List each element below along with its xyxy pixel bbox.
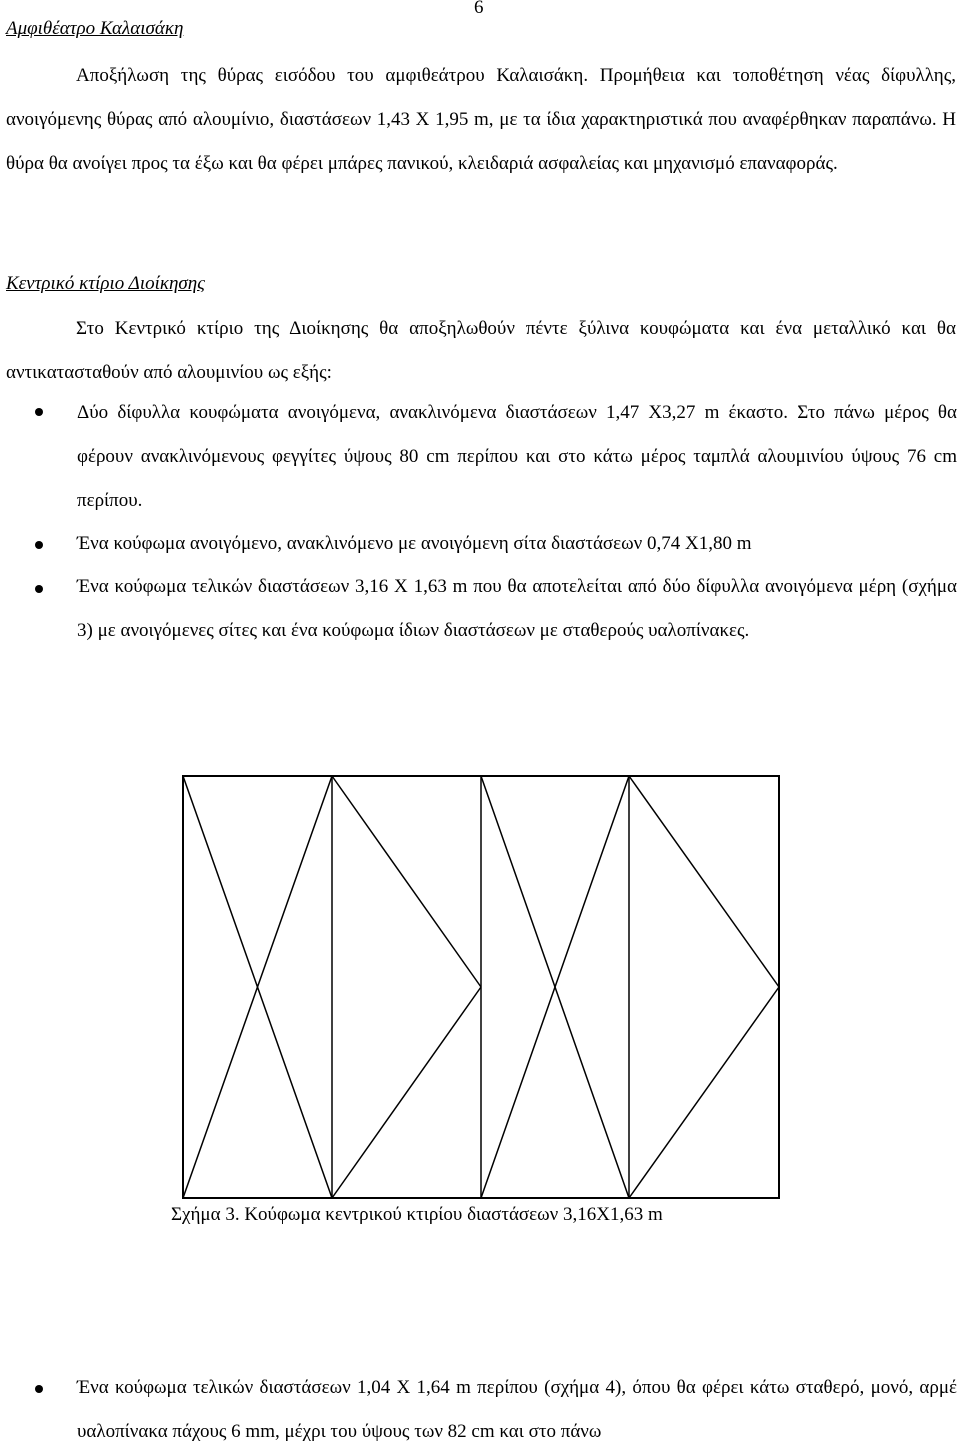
section-heading-admin-building: Κεντρικό κτίριο Διοίκησης (6, 273, 205, 294)
sash-diagonal (332, 987, 481, 1198)
bullet-dot (35, 585, 43, 593)
bullet-dot (35, 408, 43, 416)
final-bullet-item: Ένα κούφωμα τελικών διαστάσεων 1,04 Χ 1,64 m περίπου (σχήμα 4), όπου θα φέρει κάτω σταθερό, μονό, αρμέ υαλοπίνακα πάχους 6 mm, μέχρι του ύψους των 82 cm και στο πάνω (77, 1377, 957, 1442)
amphitheatre-paragraph: Αποξήλωση της θύρας εισόδου του αμφιθεάτρου Καλαισάκη. Προμήθεια και τοποθέτηση νέας δίφυλλης, ανοιγόμενης θύρας από αλουμίνιο, διαστάσεων 1,43 Χ 1,95 m, με τα ίδια χαρακτηριστικά που αναφέρθηκαν παραπάνω. Η θύρα θα ανοίγει προς τα έξω και θα φέρει μπάρες πανικού, κλειδαριά ασφαλείας και μηχανισμό επαναφοράς. (6, 65, 956, 174)
admin-intro-paragraph: Στο Κεντρικό κτίριο της Διοίκησης θα αποξηλωθούν πέντε ξύλινα κουφώματα και ένα μεταλλικό και θα αντικατασταθούν από αλουμινίου ως εξής: (6, 318, 956, 383)
page-number: 6 (474, 0, 484, 18)
bullet-item: Ένα κούφωμα τελικών διαστάσεων 3,16 Χ 1,63 m που θα αποτελείται από δύο δίφυλλα ανοιγόμενα μέρη (σχήμα 3) με ανοιγόμενες σίτες και ένα κούφωμα ίδιων διαστάσεων με σταθερούς υαλοπίνακες. (77, 576, 957, 641)
bullet-item: Δύο δίφυλλα κουφώματα ανοιγόμενα, ανακλινόμενα διαστάσεων 1,47 Χ3,27 m έκαστο. Στο πάνω μέρος θα φέρουν ανακλινόμενους φεγγίτες ύψους 80 cm περίπου και στο κάτω μέρος ταμπλά αλουμινίου ύψους 76 cm περίπου. (77, 402, 957, 511)
section-heading-amphitheatre: Αμφιθέατρο Καλαισάκη (6, 18, 184, 39)
sash-diagonal (629, 776, 779, 987)
sash-diagonal (629, 987, 779, 1198)
bullet-dot (35, 541, 43, 549)
figure-caption: Σχήμα 3. Κούφωμα κεντρικού κτιρίου διαστάσεων 3,16Χ1,63 m (171, 1204, 663, 1225)
bullet-item: Ένα κούφωμα ανοιγόμενο, ανακλινόμενο με ανοιγόμενη σίτα διαστάσεων 0,74 Χ1,80 m (77, 533, 752, 554)
sash-diagonal (332, 776, 481, 987)
window-frame-diagram (182, 775, 780, 1199)
bullet-dot (35, 1385, 43, 1393)
